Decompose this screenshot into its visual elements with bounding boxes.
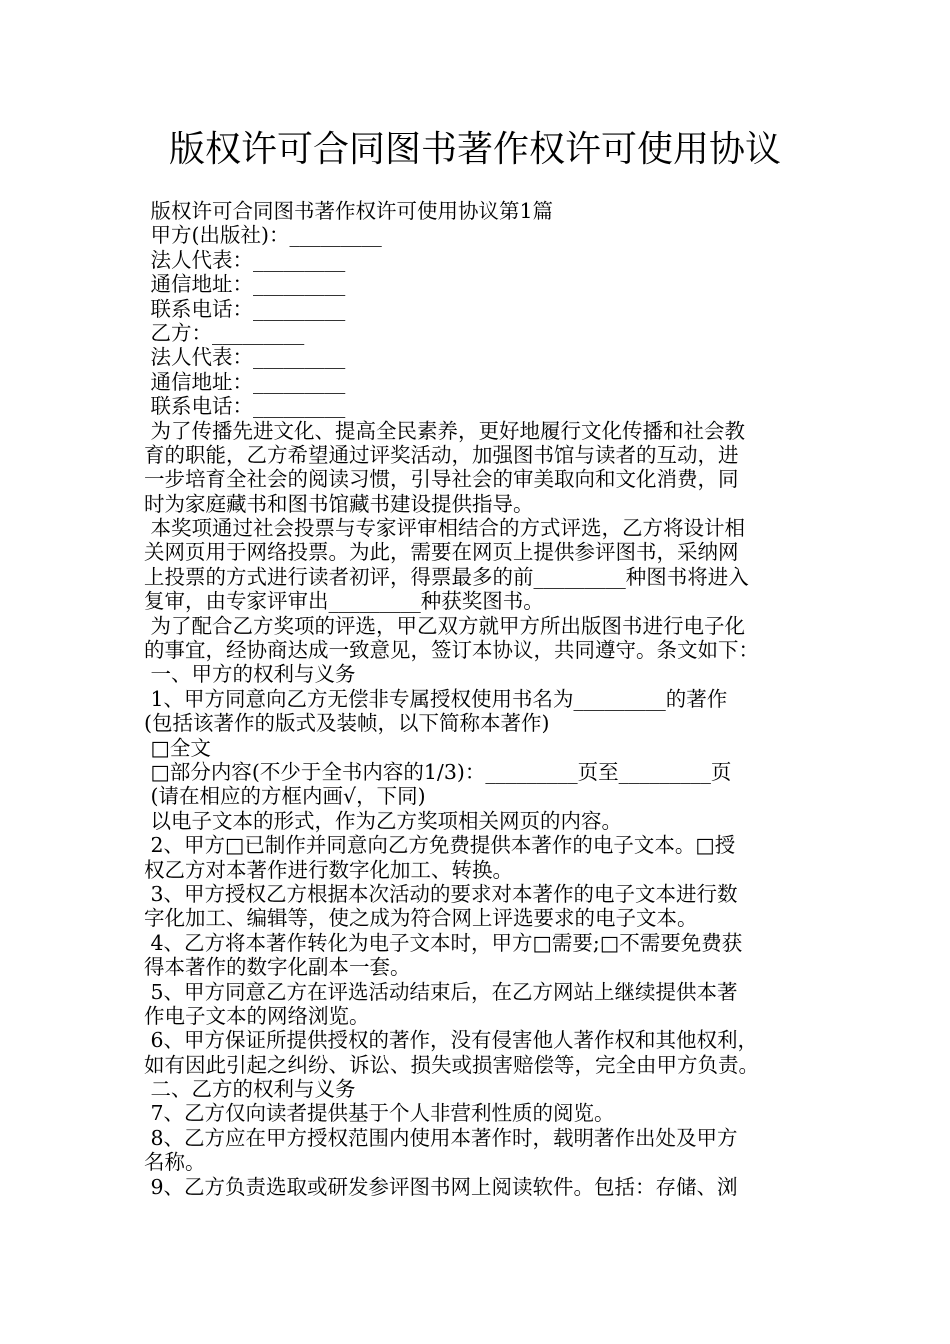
text-line: 乙方：_________ xyxy=(144,320,305,345)
text-line: 为了配合乙方奖项的评选，甲乙双方就甲方所出版图书进行电子化 xyxy=(144,613,746,638)
text-line: 一、甲方的权利与义务 xyxy=(144,662,356,687)
text-line: 本奖项通过社会投票与专家评审相结合的方式评选，乙方将设计相 xyxy=(144,516,746,541)
text-line: 3、甲方授权乙方根据本次活动的要求对本著作的电子文本进行数 xyxy=(144,881,738,906)
text-line: □全文 xyxy=(144,735,211,760)
text-line: 2、甲方□已制作并同意向乙方免费提供本著作的电子文本。□授 xyxy=(144,833,736,858)
text-line: 联系电话：_________ xyxy=(144,296,346,321)
text-line: 法人代表：_________ xyxy=(144,345,346,370)
text-line: 名称。 xyxy=(144,1150,206,1175)
text-line: 作电子文本的网络浏览。 xyxy=(144,1003,370,1028)
text-line: 字化加工、编辑等，使之成为符合网上评选要求的电子文本。 xyxy=(144,906,698,931)
text-line: 通信地址：_________ xyxy=(144,369,346,394)
document-body xyxy=(144,199,814,1199)
text-line: 甲方(出版社)：_________ xyxy=(144,223,382,248)
text-line: 以电子文本的形式，作为乙方奖项相关网页的内容。 xyxy=(144,808,623,833)
text-line: 9、乙方负责选取或研发参评图书网上阅读软件。包括：存储、浏 xyxy=(144,1174,738,1199)
text-line: 8、乙方应在甲方授权范围内使用本著作时，载明著作出处及甲方 xyxy=(144,1125,738,1150)
text-line: 关网页用于网络投票。为此，需要在网页上提供参评图书，采纳网 xyxy=(144,540,739,565)
text-line: 通信地址：_________ xyxy=(144,272,346,297)
text-line: 联系电话：_________ xyxy=(144,394,346,419)
text-line: □部分内容(不少于全书内容的1/3)：_________页至_________页 xyxy=(144,759,732,784)
text-line: 的事宜，经协商达成一致意见，签订本协议，共同遵守。条文如下： xyxy=(144,638,759,663)
text-line: 4、乙方将本著作转化为电子文本时，甲方□需要;□不需要免费获 xyxy=(144,930,743,955)
text-line: 一步培育全社会的阅读习惯，引导社会的审美取向和文化消费，同 xyxy=(144,467,739,492)
text-line: 7、乙方仅向读者提供基于个人非营利性质的阅览。 xyxy=(144,1101,615,1126)
text-line: 1、甲方同意向乙方无偿非专属授权使用书名为_________的著作 xyxy=(144,686,728,711)
document-title: 版权许可合同图书著作权许可使用协议 xyxy=(168,129,781,170)
text-line: 如有因此引起之纠纷、诉讼、损失或损害赔偿等，完全由甲方负责。 xyxy=(144,1052,759,1077)
text-line: 6、甲方保证所提供授权的著作，没有侵害他人著作权和其他权利， xyxy=(144,1028,759,1053)
text-line: 权乙方对本著作进行数字化加工、转换。 xyxy=(144,857,513,882)
text-line: 上投票的方式进行读者初评，得票最多的前_________种图书将进入 xyxy=(144,564,749,589)
text-line: 复审，由专家评审出_________种获奖图书。 xyxy=(144,589,544,614)
text-line: (包括该著作的版式及装帧，以下简称本著作) xyxy=(144,711,550,736)
text-line: 育的职能，乙方希望通过评奖活动，加强图书馆与读者的互动，进 xyxy=(144,442,739,467)
text-line: 法人代表：_________ xyxy=(144,247,346,272)
text-line: 得本著作的数字化副本一套。 xyxy=(144,955,411,980)
text-line: 二、乙方的权利与义务 xyxy=(144,1077,356,1102)
text-line: (请在相应的方框内画√，下同) xyxy=(144,784,426,809)
text-line: 版权许可合同图书著作权许可使用协议第1篇 xyxy=(144,199,554,223)
text-line: 5、甲方同意乙方在评选活动结束后，在乙方网站上继续提供本著 xyxy=(144,979,738,1004)
text-line: 为了传播先进文化、提高全民素养，更好地履行文化传播和社会教 xyxy=(144,418,746,443)
text-line: 时为家庭藏书和图书馆藏书建设提供指导。 xyxy=(144,491,534,516)
